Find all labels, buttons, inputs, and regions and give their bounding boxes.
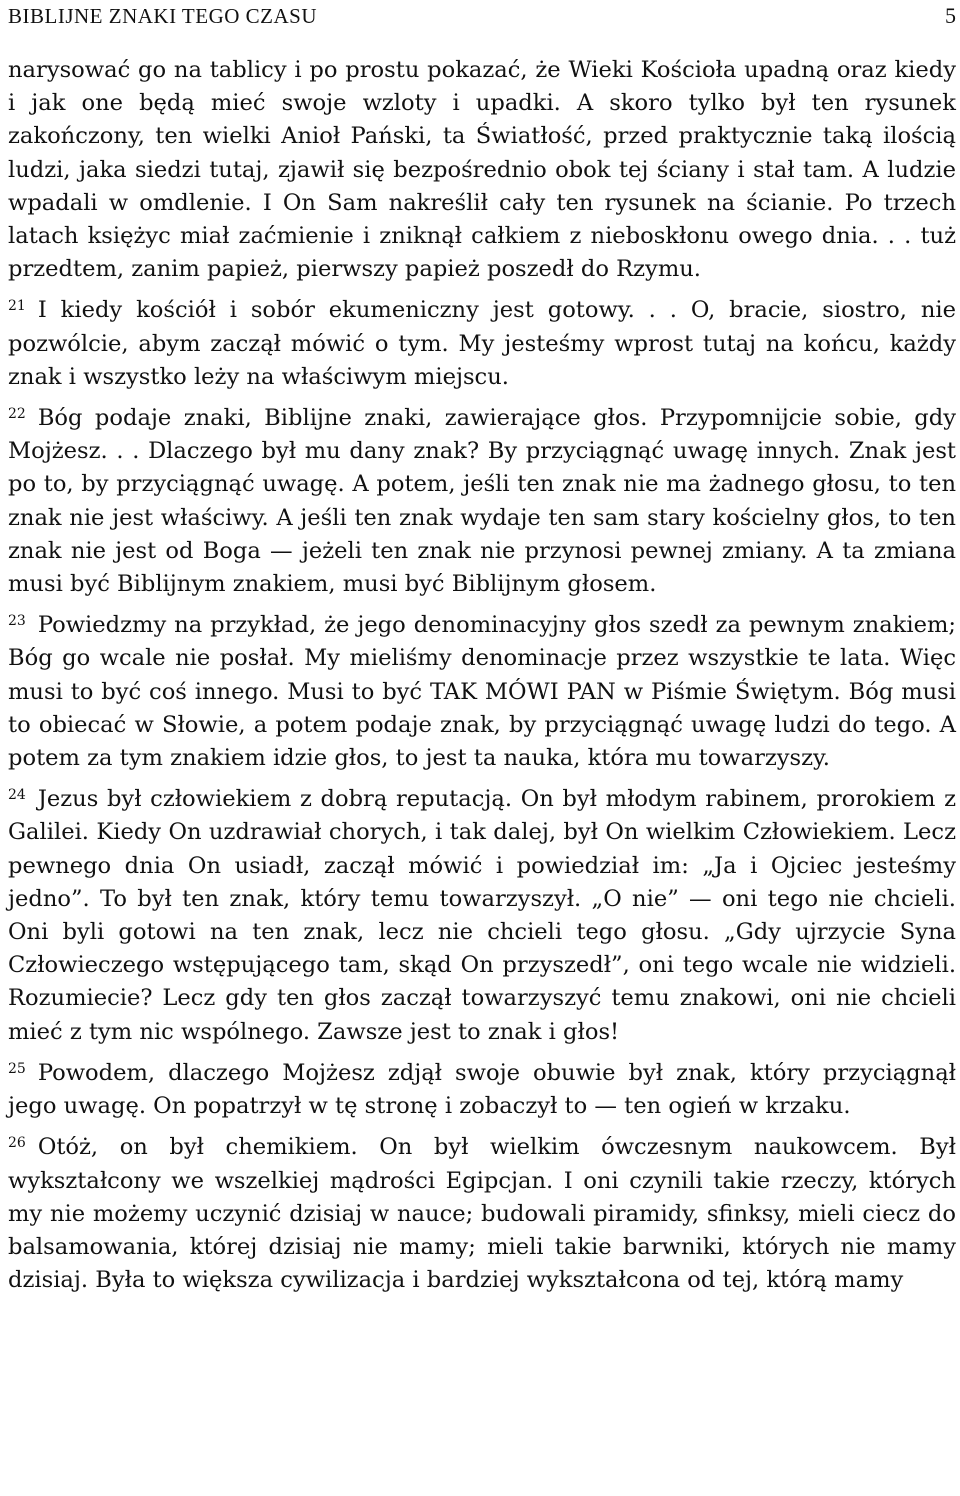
paragraph-number: 25	[8, 1060, 26, 1077]
paragraph-number: 26	[8, 1135, 26, 1152]
paragraph-text: narysować go na tablicy i po prostu pokazać, że Wieki Kościoła upadną oraz kiedy i jak one będą mieć swoje wzloty i upadki. A skoro tylko był ten rysunek zakończony, ten wielki Anioł Pański, ta Światłość, przed praktycznie taką ilością ludzi, jaka siedzi tutaj, zjawił się bezpośrednio obok tej ściany i stał tam. A ludzie wpadali w omdlenie. I On Sam nakreślił cały ten rysunek na ścianie. Po trzech latach księżyc miał zaćmienie i zniknął całkiem z nieboskłonu owego dnia. . . tuż przedtem, zanim papież, pierwszy papież poszedł do Rzymu.	[8, 57, 956, 283]
paragraph-21	[8, 294, 956, 394]
paragraph-continuation	[8, 54, 956, 286]
paragraph-23	[8, 609, 956, 775]
paragraph-text: I kiedy kościół i sobór ekumeniczny jest gotowy. . . O, bracie, siostro, nie pozwólcie, abym zaczął mówić o tym. My jesteśmy wprost tutaj na końcu, każdy znak i wszystko leży na właściwym miejscu.	[8, 297, 956, 390]
paragraph-text: Bóg podaje znaki, Biblijne znaki, zawierające głos. Przypomnijcie sobie, gdy Mojżesz. . . Dlaczego był mu dany znak? By przyciągnąć uwagę innych. Znak jest po to, by przyciągnąć uwagę. A potem, jeśli ten znak nie ma żadnego głosu, to ten znak nie jest właściwy. A jeśli ten znak wydaje ten sam stary kościelny głos, to ten znak nie jest od Boga — jeżeli ten znak nie przynosi pewnej zmiany. A ta zmiana musi być Biblijnym znakiem, musi być Biblijnym głosem.	[8, 405, 956, 598]
paragraph-22	[8, 402, 956, 601]
paragraph-number: 21	[8, 298, 26, 315]
paragraph-text: Jezus był człowiekiem z dobrą reputacją. On był młodym rabinem, prorokiem z Galilei. Kiedy On uzdrawiał chorych, i tak dalej, był On wielkim Człowiekiem. Lecz pewnego dnia On usiadł, zaczął mówić i powiedział im: „Ja i Ojciec jesteśmy jedno”. To był ten znak, który temu towarzyszył. „O nie” — oni tego nie chcieli. Oni byli gotowi na ten znak, lecz nie chcieli tego głosu. „Gdy ujrzycie Syna Człowieczego wstępującego tam, skąd On przyszedł”, oni tego wcale nie widzieli. Rozumiecie? Lecz gdy ten głos zaczął towarzyszyć temu znakowi, oni nie chcieli mieć z tym nic wspólnego. Zawsze jest to znak i głos!	[8, 786, 956, 1045]
paragraph-text: Powiedzmy na przykład, że jego denominacyjny głos szedł za pewnym znakiem; Bóg go wcale nie posłał. My mieliśmy denominacje przez wszystkie te lata. Więc musi to być coś innego. Musi to być TAK MÓWI PAN w Piśmie Świętym. Bóg musi to obiecać w Słowie, a potem podaje znak, by przyciągnąć uwagę ludzi do tego. A potem za tym znakiem idzie głos, to jest ta nauka, która mu towarzyszy.	[8, 612, 956, 772]
paragraph-25	[8, 1057, 956, 1123]
paragraph-26	[8, 1131, 956, 1297]
document-page	[8, 0, 956, 1305]
paragraph-number: 22	[8, 406, 26, 423]
paragraph-number: 23	[8, 613, 26, 630]
body-text	[8, 54, 956, 1297]
page-number: 5	[945, 3, 956, 28]
paragraph-text: Otóż, on był chemikiem. On był wielkim ówczesnym naukowcem. Był wykształcony we wszelkiej mądrości Egipcjan. I oni czynili takie rzeczy, których my nie możemy uczynić dzisiaj w nauce; budowali piramidy, sfinksy, mieli ciecz do balsamowania, której dzisiaj nie mamy; mieli takie barwniki, których nie mamy dzisiaj. Była to większa cywilizacja i bardziej wykształcona od tej, którą mamy	[8, 1134, 956, 1294]
paragraph-text: Powodem, dlaczego Mojżesz zdjął swoje obuwie był znak, który przyciągnął jego uwagę. On popatrzył w tę stronę i zobaczył to — ten ogień w krzaku.	[8, 1059, 956, 1120]
running-title: BIBLIJNE ZNAKI TEGO CZASU	[8, 4, 318, 28]
paragraph-number: 24	[8, 787, 26, 804]
page-header	[8, 0, 956, 34]
paragraph-24	[8, 783, 956, 1049]
